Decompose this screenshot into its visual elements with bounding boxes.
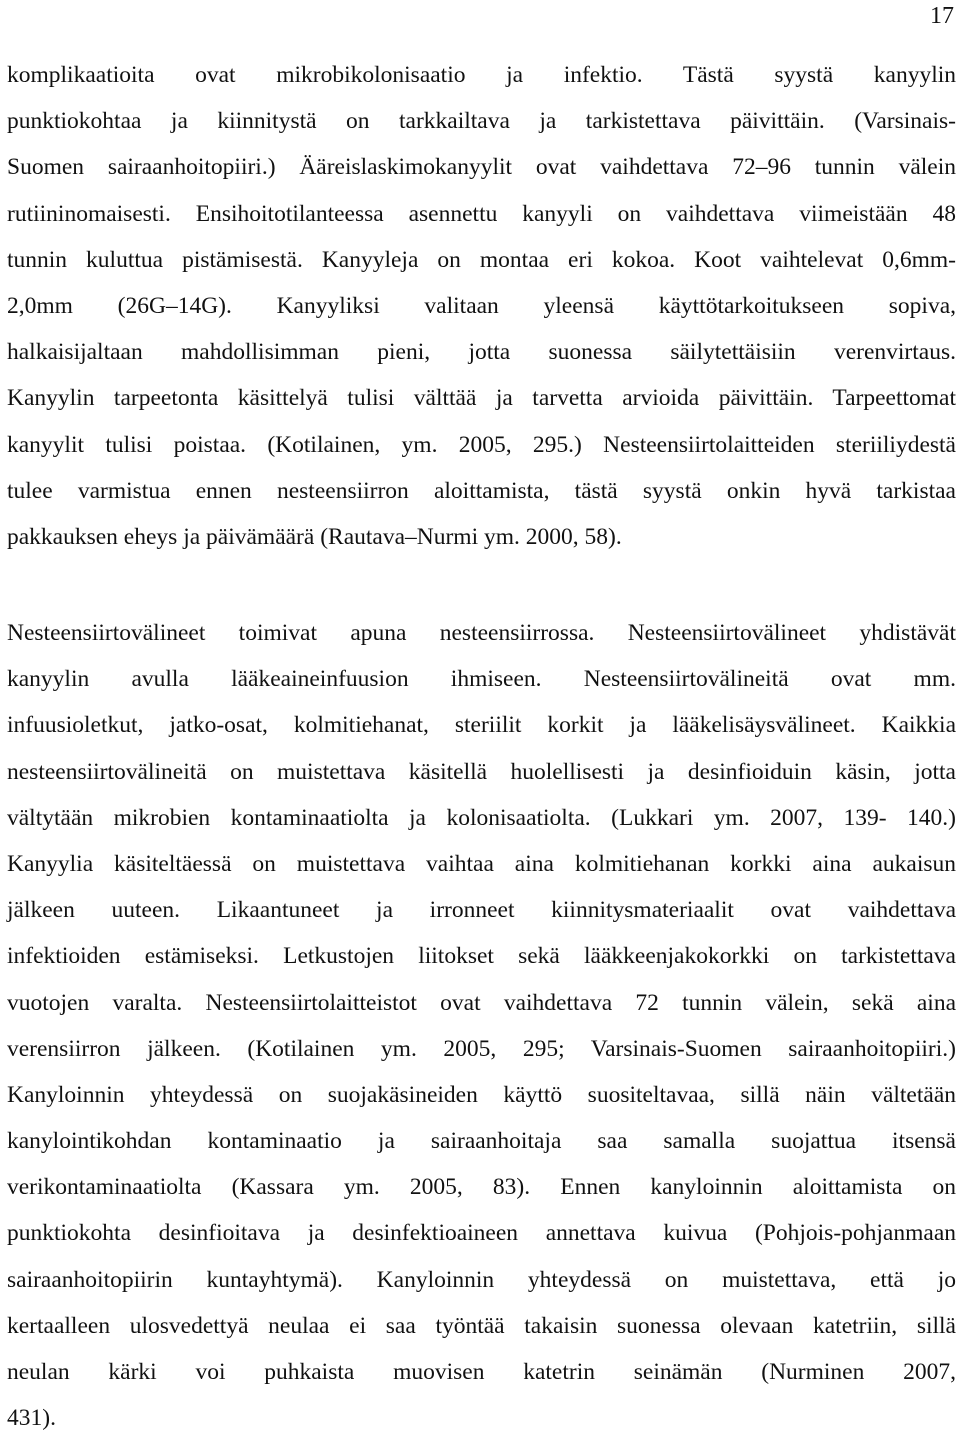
text-line: Kanyylia käsiteltäessä on muistettava vaihtaa aina kolmitiehanan korkki aina aukaisun <box>7 850 956 877</box>
text-line: komplikaatioita ovat mikrobikolonisaatio ja infektio. Tästä syystä kanyylin <box>7 62 956 88</box>
paragraph-2 <box>7 610 956 1441</box>
text-line: Kanyloinnin yhteydessä on suojakäsineiden käyttö suositeltavaa, sillä näin vältetään <box>7 1081 956 1108</box>
text-line: jälkeen uuteen. Likaantuneet ja irronneet kiinnitysmateriaalit ovat vaihdettava <box>7 897 956 924</box>
text-line: vuotojen varalta. Nesteensiirtolaitteistot ovat vaihdettava 72 tunnin välein, sekä aina <box>7 989 956 1016</box>
text-line: sairaanhoitopiirin kuntayhtymä). Kanyloinnin yhteydessä on muistettava, että jo <box>7 1266 956 1293</box>
text-line: kanylointikohdan kontaminaatio ja sairaanhoitaja saa samalla suojattua itsensä <box>7 1128 956 1155</box>
text-line: neulan kärki voi puhkaista muovisen katetrin seinämän (Nurminen 2007, <box>7 1359 956 1385</box>
text-line: 2,0mm (26G–14G). Kanyyliksi valitaan yleensä käyttötarkoitukseen sopiva, <box>7 292 956 319</box>
paragraph-1 <box>7 52 956 560</box>
text-line: kanyylin avulla lääkeaineinfuusion ihmiseen. Nesteensiirtovälineitä ovat mm. <box>7 666 956 693</box>
text-line: infektioiden estämiseksi. Letkustojen liitokset sekä lääkkeenjakokorkki on tarkistettava <box>7 943 956 970</box>
text-line: rutiininomaisesti. Ensihoitotilanteessa asennettu kanyyli on vaihdettava viimeistään 48 <box>7 200 956 227</box>
text-line: tulee varmistua ennen nesteensiirron aloittamista, tästä syystä onkin hyvä tarkistaa <box>7 477 956 504</box>
text-line: punktiokohtaa ja kiinnitystä on tarkkailtava ja tarkistettava päivittäin. (Varsinais- <box>7 108 956 135</box>
text-line: punktiokohta desinfioitava ja desinfektioaineen annettava kuivua (Pohjois-pohjanmaan <box>7 1220 956 1247</box>
text-line: pakkauksen eheys ja päivämäärä (Rautava–Nurmi ym. 2000, 58). <box>7 523 622 550</box>
text-line: verikontaminaatiolta (Kassara ym. 2005, 83). Ennen kanyloinnin aloittamista on <box>7 1174 956 1201</box>
text-line: nesteensiirtovälineitä on muistettava käsitellä huolellisesti ja desinfioiduin käsin, jotta <box>7 758 956 785</box>
text-line: halkaisijaltaan mahdollisimman pieni, jotta suonessa säilytettäisiin verenvirtaus. <box>7 339 956 366</box>
text-line: kanyylit tulisi poistaa. (Kotilainen, ym. 2005, 295.) Nesteensiirtolaitteiden steriiliydestä <box>7 431 956 458</box>
text-line: Suomen sairaanhoitopiiri.) Ääreislaskimokanyylit ovat vaihdettava 72–96 tunnin välein <box>7 154 956 181</box>
text-line: infuusioletkut, jatko-osat, kolmitiehanat, steriilit korkit ja lääkelisäysvälineet. Kaikkia <box>7 712 956 739</box>
page-number: 17 <box>930 3 954 29</box>
text-line: tunnin kuluttua pistämisestä. Kanyyleja on montaa eri kokoa. Koot vaihtelevat 0,6mm- <box>7 246 956 273</box>
text-line: vältytään mikrobien kontaminaatiolta ja kolonisaatiolta. (Lukkari ym. 2007, 139- 140.) <box>7 804 956 831</box>
text-line: 431). <box>7 1405 56 1432</box>
text-line: Nesteensiirtovälineet toimivat apuna nesteensiirrossa. Nesteensiirtovälineet yhdistävät <box>7 620 956 646</box>
text-line: kertaalleen ulosvedettyä neulaa ei saa työntää takaisin suonessa olevaan katetriin, sillä <box>7 1312 956 1339</box>
text-line: verensiirron jälkeen. (Kotilainen ym. 2005, 295; Varsinais-Suomen sairaanhoitopiiri.) <box>7 1035 956 1062</box>
text-line: Kanyylin tarpeetonta käsittelyä tulisi välttää ja tarvetta arvioida päivittäin. Tarpeettomat <box>7 385 956 412</box>
